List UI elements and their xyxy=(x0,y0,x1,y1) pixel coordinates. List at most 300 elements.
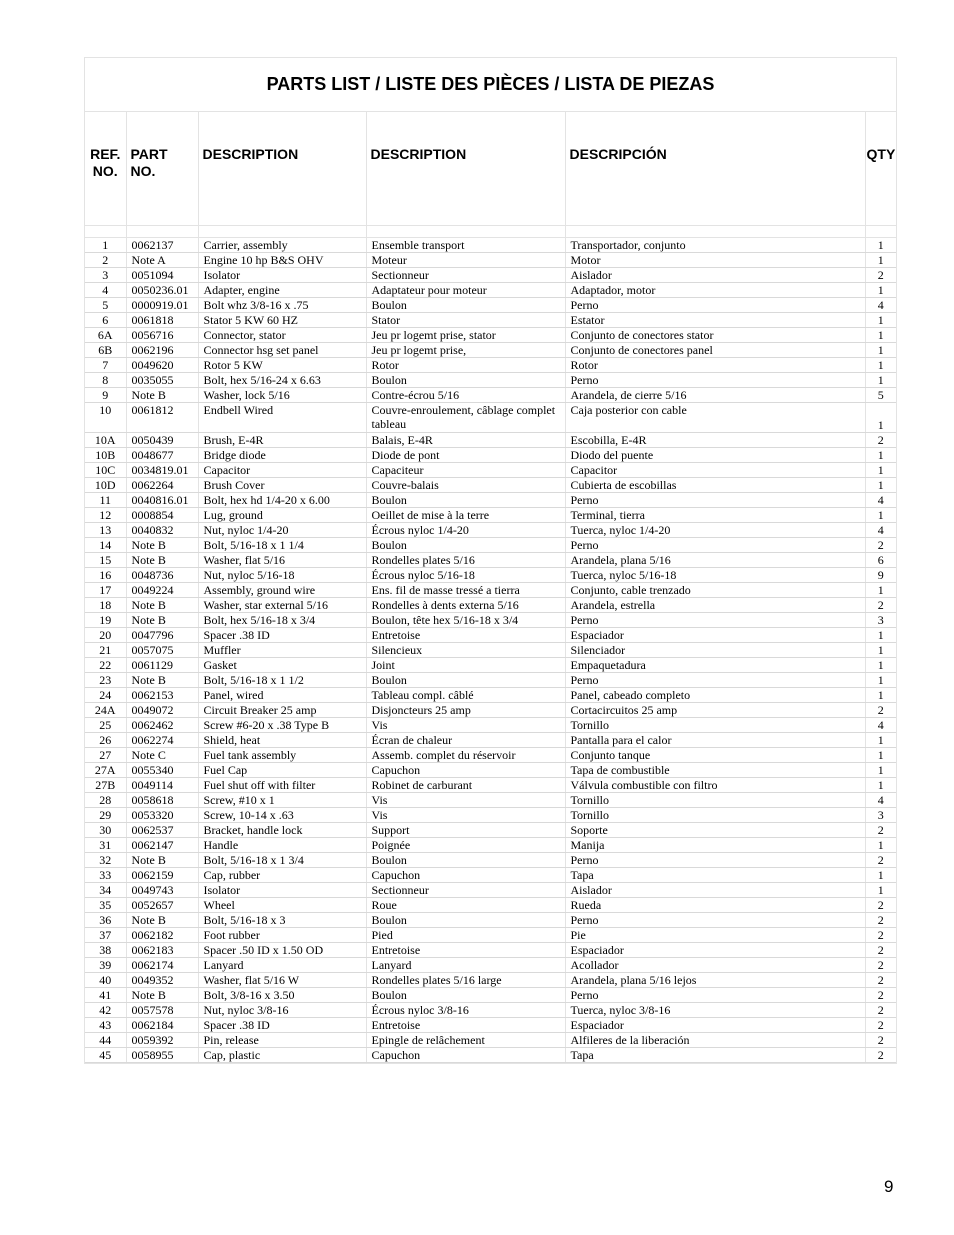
cell-qty: 2 xyxy=(865,913,896,928)
cell-en: Wheel xyxy=(198,898,366,913)
cell-fr: Écran de chaleur xyxy=(366,733,565,748)
table-row xyxy=(85,343,896,358)
cell-qty: 1 xyxy=(865,583,896,598)
cell-part: 0061129 xyxy=(126,658,198,673)
cell-part: 0000919.01 xyxy=(126,298,198,313)
cell-en: Capacitor xyxy=(198,463,366,478)
cell-qty: 2 xyxy=(865,1048,896,1063)
cell-ref: 45 xyxy=(85,1048,126,1063)
cell-part: 0062196 xyxy=(126,343,198,358)
table-row xyxy=(85,868,896,883)
cell-fr: Écrous nyloc 1/4-20 xyxy=(366,523,565,538)
table-row xyxy=(85,298,896,313)
table-row xyxy=(85,778,896,793)
cell-en: Stator 5 KW 60 HZ xyxy=(198,313,366,328)
cell-en: Bolt whz 3/8-16 x .75 xyxy=(198,298,366,313)
cell-qty: 1 xyxy=(865,448,896,463)
table-row xyxy=(85,598,896,613)
cell-es: Soporte xyxy=(565,823,865,838)
cell-fr: Boulon xyxy=(366,538,565,553)
cell-qty: 3 xyxy=(865,613,896,628)
cell-es: Rueda xyxy=(565,898,865,913)
cell-en: Brush Cover xyxy=(198,478,366,493)
cell-ref: 43 xyxy=(85,1018,126,1033)
cell-ref: 24 xyxy=(85,688,126,703)
cell-en: Bolt, 3/8-16 x 3.50 xyxy=(198,988,366,1003)
cell-ref: 30 xyxy=(85,823,126,838)
cell-fr: Vis xyxy=(366,808,565,823)
cell-ref: 14 xyxy=(85,538,126,553)
cell-part: 0049224 xyxy=(126,583,198,598)
cell-qty: 1 xyxy=(865,838,896,853)
cell-ref: 21 xyxy=(85,643,126,658)
cell-ref: 41 xyxy=(85,988,126,1003)
cell-es: Cortacircuitos 25 amp xyxy=(565,703,865,718)
table-row xyxy=(85,913,896,928)
table-row xyxy=(85,973,896,988)
cell-fr: Capuchon xyxy=(366,763,565,778)
cell-qty: 1 xyxy=(865,778,896,793)
cell-fr: Ensemble transport xyxy=(366,238,565,253)
cell-part: Note B xyxy=(126,538,198,553)
cell-ref: 9 xyxy=(85,388,126,403)
cell-qty: 4 xyxy=(865,793,896,808)
cell-qty: 4 xyxy=(865,298,896,313)
cell-part: 0058618 xyxy=(126,793,198,808)
cell-fr: Ens. fil de masse tressé a tierra xyxy=(366,583,565,598)
cell-qty: 2 xyxy=(865,943,896,958)
cell-en: Bolt, 5/16-18 x 1 1/4 xyxy=(198,538,366,553)
cell-es: Conjunto de conectores panel xyxy=(565,343,865,358)
cell-qty: 1 xyxy=(865,508,896,523)
cell-es: Escobilla, E-4R xyxy=(565,433,865,448)
cell-qty: 1 xyxy=(865,748,896,763)
cell-fr: Epingle de relâchement xyxy=(366,1033,565,1048)
cell-part: 0035055 xyxy=(126,373,198,388)
cell-ref: 42 xyxy=(85,1003,126,1018)
cell-qty: 2 xyxy=(865,958,896,973)
table-header-row xyxy=(85,112,896,226)
cell-part: 0059392 xyxy=(126,1033,198,1048)
cell-es: Panel, cabeado completo xyxy=(565,688,865,703)
cell-es: Alfileres de la liberación xyxy=(565,1033,865,1048)
cell-en: Carrier, assembly xyxy=(198,238,366,253)
cell-qty: 1 xyxy=(865,253,896,268)
table-row xyxy=(85,238,896,253)
cell-qty: 1 xyxy=(865,643,896,658)
cell-ref: 26 xyxy=(85,733,126,748)
cell-fr: Boulon xyxy=(366,988,565,1003)
cell-en: Bolt, hex hd 1/4-20 x 6.00 xyxy=(198,493,366,508)
cell-es: Manija xyxy=(565,838,865,853)
cell-en: Nut, nyloc 3/8-16 xyxy=(198,1003,366,1018)
table-row xyxy=(85,643,896,658)
cell-fr: Adaptateur pour moteur xyxy=(366,283,565,298)
cell-es: Empaquetadura xyxy=(565,658,865,673)
cell-fr: Balais, E-4R xyxy=(366,433,565,448)
cell-en: Washer, star external 5/16 xyxy=(198,598,366,613)
cell-qty: 2 xyxy=(865,1018,896,1033)
cell-es: Estator xyxy=(565,313,865,328)
cell-en: Connector hsg set panel xyxy=(198,343,366,358)
cell-en: Nut, nyloc 5/16-18 xyxy=(198,568,366,583)
cell-es: Tuerca, nyloc 1/4-20 xyxy=(565,523,865,538)
cell-en: Pin, release xyxy=(198,1033,366,1048)
cell-fr: Jeu pr logemt prise, stator xyxy=(366,328,565,343)
cell-qty: 2 xyxy=(865,823,896,838)
table-row xyxy=(85,763,896,778)
table-row xyxy=(85,328,896,343)
cell-en: Bridge diode xyxy=(198,448,366,463)
cell-part: Note B xyxy=(126,553,198,568)
cell-qty: 9 xyxy=(865,568,896,583)
cell-ref: 39 xyxy=(85,958,126,973)
cell-fr: Lanyard xyxy=(366,958,565,973)
cell-ref: 29 xyxy=(85,808,126,823)
cell-en: Cap, rubber xyxy=(198,868,366,883)
table-row xyxy=(85,1003,896,1018)
cell-es: Arandela, de cierre 5/16 xyxy=(565,388,865,403)
cell-qty: 4 xyxy=(865,523,896,538)
cell-part: 0055340 xyxy=(126,763,198,778)
cell-ref: 36 xyxy=(85,913,126,928)
cell-fr: Moteur xyxy=(366,253,565,268)
cell-part: Note B xyxy=(126,598,198,613)
cell-fr: Stator xyxy=(366,313,565,328)
cell-es: Perno xyxy=(565,988,865,1003)
cell-ref: 10C xyxy=(85,463,126,478)
cell-en: Washer, flat 5/16 W xyxy=(198,973,366,988)
cell-ref: 16 xyxy=(85,568,126,583)
cell-ref: 15 xyxy=(85,553,126,568)
table-row xyxy=(85,508,896,523)
table-row xyxy=(85,928,896,943)
cell-en: Bolt, 5/16-18 x 3 xyxy=(198,913,366,928)
cell-part: 0062264 xyxy=(126,478,198,493)
table-row xyxy=(85,958,896,973)
cell-fr: Silencieux xyxy=(366,643,565,658)
cell-ref: 6B xyxy=(85,343,126,358)
cell-ref: 38 xyxy=(85,943,126,958)
header-ref-no: REF. NO. xyxy=(85,112,126,226)
cell-en: Isolator xyxy=(198,883,366,898)
table-row xyxy=(85,898,896,913)
cell-es: Perno xyxy=(565,613,865,628)
cell-ref: 10D xyxy=(85,478,126,493)
table-row xyxy=(85,748,896,763)
cell-fr: Support xyxy=(366,823,565,838)
cell-part: 0062462 xyxy=(126,718,198,733)
cell-ref: 24A xyxy=(85,703,126,718)
cell-ref: 17 xyxy=(85,583,126,598)
cell-en: Connector, stator xyxy=(198,328,366,343)
cell-es: Acollador xyxy=(565,958,865,973)
cell-ref: 11 xyxy=(85,493,126,508)
table-row xyxy=(85,538,896,553)
cell-es: Capacitor xyxy=(565,463,865,478)
cell-qty: 2 xyxy=(865,1033,896,1048)
cell-qty: 3 xyxy=(865,808,896,823)
cell-fr: Rotor xyxy=(366,358,565,373)
header-description-es: DESCRIPCIÓN xyxy=(565,112,865,226)
cell-part: Note A xyxy=(126,253,198,268)
cell-es: Tornillo xyxy=(565,718,865,733)
cell-es: Espaciador xyxy=(565,1018,865,1033)
cell-es: Tornillo xyxy=(565,808,865,823)
cell-qty: 2 xyxy=(865,598,896,613)
header-qty: QTY xyxy=(865,112,896,226)
cell-fr: Tableau compl. câblé xyxy=(366,688,565,703)
cell-es: Tuerca, nyloc 3/8-16 xyxy=(565,1003,865,1018)
cell-qty: 2 xyxy=(865,928,896,943)
cell-es: Silenciador xyxy=(565,643,865,658)
cell-en: Spacer .38 ID xyxy=(198,628,366,643)
cell-part: Note B xyxy=(126,613,198,628)
table-row xyxy=(85,388,896,403)
cell-es: Tapa xyxy=(565,1048,865,1063)
cell-part: 0049352 xyxy=(126,973,198,988)
cell-part: 0049114 xyxy=(126,778,198,793)
cell-ref: 44 xyxy=(85,1033,126,1048)
cell-qty: 1 xyxy=(865,358,896,373)
cell-fr: Sectionneur xyxy=(366,268,565,283)
cell-es: Caja posterior con cable xyxy=(565,403,865,433)
cell-fr: Boulon xyxy=(366,298,565,313)
cell-part: 0034819.01 xyxy=(126,463,198,478)
cell-part: Note B xyxy=(126,853,198,868)
cell-qty: 1 xyxy=(865,313,896,328)
table-row xyxy=(85,448,896,463)
cell-es: Perno xyxy=(565,538,865,553)
cell-fr: Boulon xyxy=(366,673,565,688)
cell-qty: 1 xyxy=(865,283,896,298)
cell-part: 0057075 xyxy=(126,643,198,658)
cell-es: Perno xyxy=(565,298,865,313)
table-row xyxy=(85,628,896,643)
cell-en: Endbell Wired xyxy=(198,403,366,433)
cell-es: Cubierta de escobillas xyxy=(565,478,865,493)
cell-fr: Sectionneur xyxy=(366,883,565,898)
cell-es: Arandela, plana 5/16 lejos xyxy=(565,973,865,988)
cell-ref: 20 xyxy=(85,628,126,643)
cell-ref: 2 xyxy=(85,253,126,268)
cell-part: 0040832 xyxy=(126,523,198,538)
cell-ref: 3 xyxy=(85,268,126,283)
cell-fr: Couvre-balais xyxy=(366,478,565,493)
cell-fr: Disjoncteurs 25 amp xyxy=(366,703,565,718)
header-description-en: DESCRIPTION xyxy=(198,112,366,226)
cell-ref: 10A xyxy=(85,433,126,448)
cell-es: Perno xyxy=(565,853,865,868)
cell-part: Note B xyxy=(126,988,198,1003)
cell-en: Engine 10 hp B&S OHV xyxy=(198,253,366,268)
cell-qty: 1 xyxy=(865,688,896,703)
cell-fr: Robinet de carburant xyxy=(366,778,565,793)
table-row xyxy=(85,688,896,703)
cell-qty: 1 xyxy=(865,868,896,883)
table-row xyxy=(85,853,896,868)
cell-qty: 1 xyxy=(865,343,896,358)
cell-part: Note C xyxy=(126,748,198,763)
cell-en: Gasket xyxy=(198,658,366,673)
cell-es: Válvula combustible con filtro xyxy=(565,778,865,793)
cell-part: 0049072 xyxy=(126,703,198,718)
cell-part: 0050439 xyxy=(126,433,198,448)
cell-qty: 4 xyxy=(865,718,896,733)
cell-en: Adapter, engine xyxy=(198,283,366,298)
cell-ref: 27A xyxy=(85,763,126,778)
cell-en: Shield, heat xyxy=(198,733,366,748)
cell-fr: Assemb. complet du réservoir xyxy=(366,748,565,763)
cell-part: 0056716 xyxy=(126,328,198,343)
header-part-no: PART NO. xyxy=(126,112,198,226)
table-row xyxy=(85,793,896,808)
cell-part: 0048677 xyxy=(126,448,198,463)
cell-qty: 1 xyxy=(865,373,896,388)
table-row xyxy=(85,838,896,853)
table-row xyxy=(85,808,896,823)
cell-fr: Vis xyxy=(366,793,565,808)
table-row xyxy=(85,463,896,478)
cell-ref: 32 xyxy=(85,853,126,868)
cell-es: Perno xyxy=(565,913,865,928)
cell-qty: 1 xyxy=(865,628,896,643)
cell-qty: 1 xyxy=(865,658,896,673)
cell-fr: Rondelles plates 5/16 xyxy=(366,553,565,568)
cell-es: Adaptador, motor xyxy=(565,283,865,298)
cell-en: Foot rubber xyxy=(198,928,366,943)
cell-es: Diodo del puente xyxy=(565,448,865,463)
cell-part: 0062537 xyxy=(126,823,198,838)
cell-fr: Roue xyxy=(366,898,565,913)
cell-fr: Rondelles à dents externa 5/16 xyxy=(366,598,565,613)
cell-fr: Boulon xyxy=(366,913,565,928)
cell-part: 0057578 xyxy=(126,1003,198,1018)
cell-en: Bolt, 5/16-18 x 1 3/4 xyxy=(198,853,366,868)
cell-ref: 4 xyxy=(85,283,126,298)
cell-qty: 5 xyxy=(865,388,896,403)
parts-table-body xyxy=(85,226,896,1063)
cell-ref: 33 xyxy=(85,868,126,883)
cell-en: Fuel Cap xyxy=(198,763,366,778)
cell-qty: 6 xyxy=(865,553,896,568)
cell-part: 0061818 xyxy=(126,313,198,328)
cell-fr: Écrous nyloc 3/8-16 xyxy=(366,1003,565,1018)
cell-en: Assembly, ground wire xyxy=(198,583,366,598)
cell-en: Fuel shut off with filter xyxy=(198,778,366,793)
cell-qty: 2 xyxy=(865,988,896,1003)
cell-qty: 1 xyxy=(865,673,896,688)
cell-fr: Capaciteur xyxy=(366,463,565,478)
header-description-fr: DESCRIPTION xyxy=(366,112,565,226)
cell-part: 0062182 xyxy=(126,928,198,943)
table-row xyxy=(85,583,896,598)
cell-part: 0049620 xyxy=(126,358,198,373)
cell-es: Tapa de combustible xyxy=(565,763,865,778)
cell-part: 0008854 xyxy=(126,508,198,523)
cell-qty: 1 xyxy=(865,478,896,493)
table-row xyxy=(85,553,896,568)
cell-qty: 1 xyxy=(865,238,896,253)
cell-part: 0062137 xyxy=(126,238,198,253)
cell-en: Lanyard xyxy=(198,958,366,973)
cell-en: Bolt, 5/16-18 x 1 1/2 xyxy=(198,673,366,688)
cell-fr: Boulon xyxy=(366,493,565,508)
cell-fr: Boulon xyxy=(366,853,565,868)
cell-part: 0051094 xyxy=(126,268,198,283)
cell-es: Conjunto tanque xyxy=(565,748,865,763)
cell-fr: Entretoise xyxy=(366,628,565,643)
cell-ref: 12 xyxy=(85,508,126,523)
parts-list-sheet xyxy=(84,57,897,1064)
cell-ref: 1 xyxy=(85,238,126,253)
cell-es: Conjunto, cable trenzado xyxy=(565,583,865,598)
table-row xyxy=(85,703,896,718)
table-row xyxy=(85,943,896,958)
cell-qty: 2 xyxy=(865,973,896,988)
cell-qty: 1 xyxy=(865,733,896,748)
cell-fr: Jeu pr logemt prise, xyxy=(366,343,565,358)
table-row xyxy=(85,523,896,538)
cell-part: 0040816.01 xyxy=(126,493,198,508)
cell-qty: 2 xyxy=(865,853,896,868)
table-row xyxy=(85,313,896,328)
cell-en: Muffler xyxy=(198,643,366,658)
cell-qty: 2 xyxy=(865,538,896,553)
cell-es: Perno xyxy=(565,493,865,508)
cell-en: Circuit Breaker 25 amp xyxy=(198,703,366,718)
cell-part: 0061812 xyxy=(126,403,198,433)
cell-es: Motor xyxy=(565,253,865,268)
cell-en: Bolt, hex 5/16-18 x 3/4 xyxy=(198,613,366,628)
page-title: PARTS LIST / LISTE DES PIÈCES / LISTA DE PIEZAS xyxy=(85,58,896,112)
cell-fr: Joint xyxy=(366,658,565,673)
cell-es: Tuerca, nyloc 5/16-18 xyxy=(565,568,865,583)
cell-es: Conjunto de conectores stator xyxy=(565,328,865,343)
cell-qty: 2 xyxy=(865,433,896,448)
cell-en: Rotor 5 KW xyxy=(198,358,366,373)
cell-qty: 2 xyxy=(865,1003,896,1018)
cell-en: Isolator xyxy=(198,268,366,283)
cell-es: Tornillo xyxy=(565,793,865,808)
cell-fr: Oeillet de mise à la terre xyxy=(366,508,565,523)
table-row xyxy=(85,1018,896,1033)
cell-es: Arandela, plana 5/16 xyxy=(565,553,865,568)
cell-part: 0049743 xyxy=(126,883,198,898)
table-row xyxy=(85,883,896,898)
table-row xyxy=(85,718,896,733)
table-row xyxy=(85,1033,896,1048)
cell-part: 0062174 xyxy=(126,958,198,973)
table-row xyxy=(85,1048,896,1063)
cell-qty: 2 xyxy=(865,703,896,718)
cell-part: 0048736 xyxy=(126,568,198,583)
cell-part: 0062184 xyxy=(126,1018,198,1033)
cell-part: 0062147 xyxy=(126,838,198,853)
cell-part: 0053320 xyxy=(126,808,198,823)
cell-ref: 6A xyxy=(85,328,126,343)
table-row xyxy=(85,268,896,283)
cell-qty: 1 xyxy=(865,883,896,898)
cell-part: 0062159 xyxy=(126,868,198,883)
cell-en: Screw, #10 x 1 xyxy=(198,793,366,808)
cell-ref: 5 xyxy=(85,298,126,313)
cell-ref: 35 xyxy=(85,898,126,913)
cell-en: Cap, plastic xyxy=(198,1048,366,1063)
cell-en: Washer, lock 5/16 xyxy=(198,388,366,403)
cell-en: Nut, nyloc 1/4-20 xyxy=(198,523,366,538)
header-spacer-row xyxy=(85,226,896,238)
